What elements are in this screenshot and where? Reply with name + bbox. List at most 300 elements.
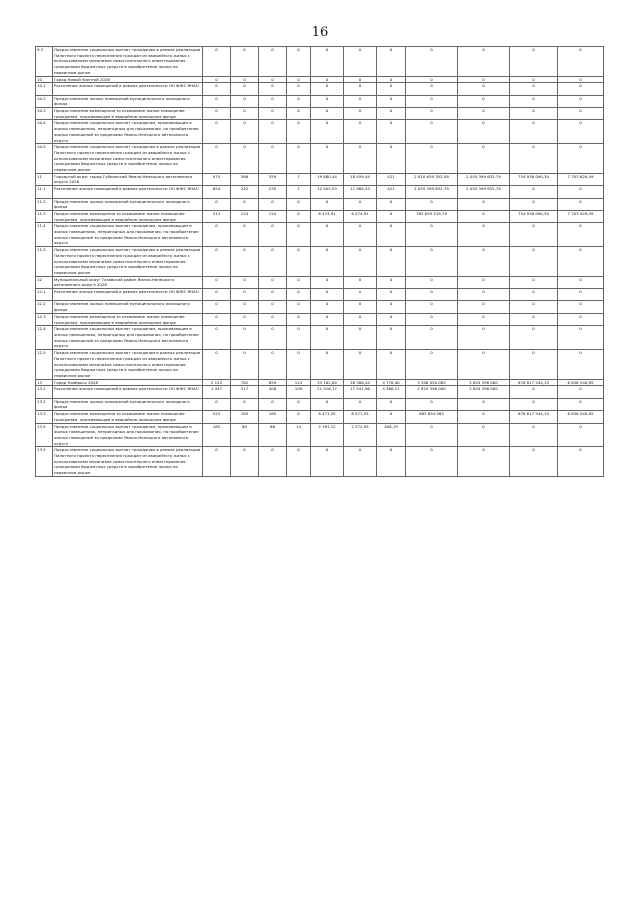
row-value: 0 [510, 386, 558, 398]
table-row [36, 223, 604, 247]
row-value: 975 [203, 173, 231, 185]
row-value: 0 [287, 95, 311, 107]
row-value: 0 [344, 108, 377, 120]
row-value: 0 [510, 186, 558, 198]
table-row [36, 76, 604, 83]
row-value: 0 [458, 301, 510, 313]
row-value: 12 405,53 [311, 186, 344, 198]
row-value: 0 [287, 447, 311, 477]
row-value: 0 [406, 423, 458, 447]
table-row [36, 379, 604, 386]
row-value: 0 [558, 326, 604, 350]
row-name: Предоставление социальных выплат гражданам в рамках реализации Пилотного проекта переселения граждан из аварийного жилья с использованием механизма самостоятельного инвестирования гражданами бюджетных средств в приобретение жилья на первичном рынке [53, 350, 203, 380]
row-value: 124 [231, 210, 259, 222]
row-name: Предоставление жилых помещений муниципального жилищного фонда [53, 198, 203, 210]
row-number: 10.4 [36, 120, 53, 144]
row-value: 8 471,55 [311, 411, 344, 423]
row-name: Муниципальный округ Тазовский район Ямало-Ненецкого автономного округа 2028 [53, 276, 203, 288]
table-row [36, 386, 604, 398]
row-value: 0 [558, 276, 604, 288]
row-value: 0 [287, 223, 311, 247]
row-value: 0 [231, 76, 259, 83]
row-number: 11.5 [36, 247, 53, 277]
row-value: 0 [344, 83, 377, 95]
row-value: 0 [406, 95, 458, 107]
row-value: 123 [287, 379, 311, 386]
row-value: 0 [231, 301, 259, 313]
row-value: 0 [203, 76, 231, 83]
row-value: 2 055 399 632,79 [458, 186, 510, 198]
row-value: 0 [203, 198, 231, 210]
row-value: 676 817 544,15 [510, 379, 558, 386]
row-value: 0 [311, 76, 344, 83]
row-value: 0 [510, 447, 558, 477]
row-value: 0 [510, 108, 558, 120]
row-value: 0 [558, 120, 604, 144]
row-value: 0 [203, 83, 231, 95]
row-value: 4 368,21 [377, 386, 406, 398]
row-value: 0 [377, 144, 406, 174]
row-value: 0 [311, 326, 344, 350]
row-value: 0 [311, 301, 344, 313]
row-value: 0 [510, 83, 558, 95]
row-value: 0 [458, 223, 510, 247]
row-value: 2 055 399 632,79 [458, 173, 510, 185]
row-name: Расселение жилых помещений в рамках деятельности НО ФЖС ЯНАО [53, 83, 203, 95]
row-name: Предоставление социальных выплат гражданам в рамках реализации Пилотного проекта переселения граждан из аварийного жилья с использованием механизма самостоятельного инвестирования гражданами бюджетных средств в приобретение жилья на первичном рынке [53, 47, 203, 77]
row-value: 0 [203, 326, 231, 350]
row-value: 0 [311, 398, 344, 410]
row-name: Предоставление социальных выплат гражданам, проживающим в жилых помещениях, непригодных для проживания, на приобретение жилых помещений за пределами Ямало-Ненецкого автономного округа [53, 120, 203, 144]
row-value: 0 [311, 47, 344, 77]
table-row [36, 108, 604, 120]
row-value: 0 [458, 210, 510, 222]
row-value: 0 [231, 47, 259, 77]
row-value: 0 [406, 47, 458, 77]
row-value: 0 [458, 108, 510, 120]
row-value: 0 [510, 301, 558, 313]
row-value: 109 [287, 386, 311, 398]
row-value: 0 [231, 247, 259, 277]
row-value: 0 [287, 301, 311, 313]
row-number: 10 [36, 76, 53, 83]
row-name: Предоставление социальных выплат гражданам в рамках реализации Пилотного проекта переселения граждан из аварийного жилья с использованием механизма самостоятельного инвестирования гражданами бюджетных средств в приобретение жилья на первичном рынке [53, 247, 203, 277]
row-value: 0 [231, 223, 259, 247]
row-value: 0 [231, 144, 259, 174]
row-value: 0 [344, 350, 377, 380]
row-number: 10.3 [36, 108, 53, 120]
row-value: 0 [311, 223, 344, 247]
row-value: 0 [406, 398, 458, 410]
row-name: Расселение жилых помещений в рамках деятельности НО ФЖС ЯНАО [53, 186, 203, 198]
table-row [36, 95, 604, 107]
row-value: 0 [259, 95, 287, 107]
row-value: 0 [287, 313, 311, 325]
row-value: 0 [344, 301, 377, 313]
row-value: 0 [311, 95, 344, 107]
row-value: 0 [231, 313, 259, 325]
table-row [36, 411, 604, 423]
row-value: 0 [287, 247, 311, 277]
row-value: 0 [311, 120, 344, 144]
row-value: 235 [259, 186, 287, 198]
row-value: 0 [406, 276, 458, 288]
row-value: 0 [344, 95, 377, 107]
row-value: 0 [311, 247, 344, 277]
row-name: Предоставление жилых помещений муниципального жилищного фонда [53, 95, 203, 107]
row-value: 6 474,91 [344, 210, 377, 222]
row-value: 0 [558, 447, 604, 477]
row-value: 0 [203, 289, 231, 301]
row-number: 9.5 [36, 47, 53, 77]
row-value: 0 [203, 350, 231, 380]
row-value: 0 [344, 198, 377, 210]
row-name: Предоставление социальных выплат гражданам в рамках реализации Пилотного проекта переселения граждан из аварийного жилья с использованием механизма самостоятельного инвестирования гражданами бюджетных средств в приобретение жилья на первичном рынке [53, 447, 203, 477]
row-value: 0 [344, 120, 377, 144]
row-value: 0 [458, 423, 510, 447]
table-row [36, 173, 604, 185]
row-value: 0 [510, 198, 558, 210]
row-value: 8 471,55 [344, 411, 377, 423]
row-value: 0 [558, 350, 604, 380]
row-value: 4 776,40 [377, 379, 406, 386]
row-value: 0 [231, 198, 259, 210]
row-number: 10.2 [36, 95, 53, 107]
row-value: 359 [259, 173, 287, 185]
row-value: 0 [231, 398, 259, 410]
row-value: 0 [510, 95, 558, 107]
row-value: 0 [259, 198, 287, 210]
row-value: 0 [458, 276, 510, 288]
row-value: 21 916,17 [311, 386, 344, 398]
row-value: 517 [231, 386, 259, 398]
row-value: 0 [203, 120, 231, 144]
row-value: 0 [311, 447, 344, 477]
row-number: 11.3 [36, 210, 53, 222]
row-value: 0 [377, 95, 406, 107]
row-value: 0 [558, 398, 604, 410]
row-value: 1 447 [203, 386, 231, 398]
row-value: 0 [344, 223, 377, 247]
row-value: 2 152 [203, 379, 231, 386]
row-value: 0 [458, 326, 510, 350]
row-name: Город Ноябрьск 2028 [53, 379, 203, 386]
row-value: 0 [231, 95, 259, 107]
row-name: Предоставление возмещения за изымаемое жилое помещение гражданам, проживающим в аварийном жилищном фонде [53, 313, 203, 325]
table-row [36, 313, 604, 325]
row-value: 0 [558, 108, 604, 120]
row-value: 28 386,44 [344, 379, 377, 386]
table-row [36, 120, 604, 144]
row-value: 0 [311, 350, 344, 380]
row-value: 0 [259, 120, 287, 144]
row-value: 0 [311, 313, 344, 325]
page-number: 16 [311, 25, 329, 40]
row-value: 33 162,84 [311, 379, 344, 386]
row-value: 0 [377, 76, 406, 83]
row-number: 13.1 [36, 386, 53, 398]
row-value: 0 [377, 47, 406, 77]
row-value: 0 [406, 76, 458, 83]
row-value: 0 [344, 76, 377, 83]
row-value: 0 [344, 47, 377, 77]
row-value: 6 474,91 [311, 210, 344, 222]
row-value: 0 [406, 144, 458, 174]
row-value: 7 703 629,49 [558, 173, 604, 185]
row-value: 0 [287, 350, 311, 380]
row-value: 676 817 544,15 [510, 411, 558, 423]
table-row [36, 83, 604, 95]
row-number: 13.3 [36, 411, 53, 423]
row-value: 11 984,53 [344, 186, 377, 198]
row-value: 0 [203, 144, 231, 174]
row-value: 0 [458, 411, 510, 423]
row-value: 0 [259, 289, 287, 301]
row-value: 0 [344, 289, 377, 301]
row-value: 0 [458, 350, 510, 380]
row-value: 0 [377, 83, 406, 95]
row-value: 0 [458, 289, 510, 301]
row-value: 0 [558, 313, 604, 325]
row-value: 2 810 639 352,58 [406, 173, 458, 185]
row-value: 0 [259, 326, 287, 350]
row-name: Предоставление социальных выплат гражданам в рамках реализации Пилотного проекта переселения граждан из аварийного жилья с использованием механизма самостоятельного инвестирования гражданами бюджетных средств в приобретение жилья на первичном рынке [53, 144, 203, 174]
table-body [36, 47, 604, 477]
row-value: 0 [406, 350, 458, 380]
row-value: 0 [287, 83, 311, 95]
row-value: 0 [259, 108, 287, 120]
row-value: 0 [259, 47, 287, 77]
resettlement-table [35, 46, 604, 477]
row-value: 0 [406, 108, 458, 120]
row-value: 0 [510, 326, 558, 350]
row-value: 0 [311, 83, 344, 95]
row-value: 0 [406, 223, 458, 247]
row-value: 0 [231, 276, 259, 288]
row-value: 0 [458, 247, 510, 277]
row-number: 10.1 [36, 83, 53, 95]
row-value: 0 [311, 198, 344, 210]
row-value: 2 824 396 000 [458, 386, 510, 398]
row-value: 408,19 [377, 423, 406, 447]
row-value: 0 [510, 247, 558, 277]
table-row [36, 447, 604, 477]
row-value: 0 [231, 350, 259, 380]
row-number: 13.5 [36, 447, 53, 477]
row-name: Предоставление социальных выплат гражданам, проживающим в жилых помещениях, непригодных для проживания, на приобретение жилых помещений за пределами Ямало-Ненецкого автономного округа [53, 223, 203, 247]
row-value: 0 [406, 313, 458, 325]
row-value: 0 [458, 313, 510, 325]
row-value: 0 [203, 313, 231, 325]
row-value: 0 [558, 95, 604, 107]
row-value: 0 [287, 398, 311, 410]
row-value: 0 [203, 47, 231, 77]
row-value: 0 [377, 447, 406, 477]
row-value: 0 [287, 289, 311, 301]
row-value: 2 824 396 000 [458, 379, 510, 386]
row-value: 0 [377, 350, 406, 380]
row-value: 0 [377, 313, 406, 325]
table-row [36, 198, 604, 210]
row-value: 0 [231, 83, 259, 95]
row-value: 0 [344, 276, 377, 288]
row-value: 0 [458, 447, 510, 477]
row-name: Город Новый Уренгой 2028 [53, 76, 203, 83]
row-value: 2 055 399 632,79 [406, 186, 458, 198]
row-value: 0 [203, 95, 231, 107]
row-value: 3 508 050 085 [406, 379, 458, 386]
row-value: 185 [259, 411, 287, 423]
row-value: 14 [287, 423, 311, 447]
row-value: 2 781,12 [311, 423, 344, 447]
row-value: 0 [287, 411, 311, 423]
row-value: 0 [458, 83, 510, 95]
row-value: 0 [203, 447, 231, 477]
row-value: 0 [311, 144, 344, 174]
row-value: 0 [458, 398, 510, 410]
table-row [36, 423, 604, 447]
row-value: 0 [458, 95, 510, 107]
row-value: 0 [287, 76, 311, 83]
row-number: 10.5 [36, 144, 53, 174]
row-value: 0 [287, 210, 311, 222]
row-value: 0 [377, 301, 406, 313]
row-name: Расселение жилых помещений в рамках деятельности НО ФЖС ЯНАО [53, 289, 203, 301]
row-value: 0 [203, 398, 231, 410]
row-value: 421 [377, 173, 406, 185]
row-value: 754 936 090,30 [510, 173, 558, 185]
table-row [36, 144, 604, 174]
row-value: 0 [287, 326, 311, 350]
row-value: 0 [458, 47, 510, 77]
row-value: 421 [377, 186, 406, 198]
row-value: 0 [259, 223, 287, 247]
row-value: 124 [259, 210, 287, 222]
row-value: 0 [510, 276, 558, 288]
row-value: 0 [558, 289, 604, 301]
row-value: 0 [203, 301, 231, 313]
row-value: 0 [510, 313, 558, 325]
row-value: 0 [231, 289, 259, 301]
row-value: 0 [510, 144, 558, 174]
row-value: 0 [203, 247, 231, 277]
row-value: 0 [558, 144, 604, 174]
row-value: 0 [406, 326, 458, 350]
row-value: 0 [231, 326, 259, 350]
row-name: Расселение жилых помещений в рамках деятельности НО ФЖС ЯНАО [53, 386, 203, 398]
row-name: Предоставление жилых помещений муниципального жилищного фонда [53, 301, 203, 313]
row-value: 754 936 090,30 [510, 210, 558, 222]
row-value: 0 [377, 120, 406, 144]
row-value: 762 639 519,79 [406, 210, 458, 222]
row-value: 0 [203, 108, 231, 120]
row-value: 7 [287, 173, 311, 185]
row-value: 0 [458, 198, 510, 210]
row-value: 0 [344, 398, 377, 410]
row-number: 11 [36, 173, 53, 185]
row-value: 80 [231, 423, 259, 447]
row-value: 0 [377, 198, 406, 210]
row-value: 0 [259, 350, 287, 380]
row-value: 0 [510, 289, 558, 301]
row-value: 242 [231, 186, 259, 198]
row-value: 0 [377, 247, 406, 277]
row-number: 12.2 [36, 301, 53, 313]
row-value: 0 [406, 289, 458, 301]
row-value: 7 [287, 186, 311, 198]
row-value: 0 [377, 210, 406, 222]
row-value: 0 [510, 423, 558, 447]
row-number: 11.2 [36, 198, 53, 210]
row-value: 0 [344, 247, 377, 277]
row-value: 6 836 540,85 [558, 379, 604, 386]
row-number: 12 [36, 276, 53, 288]
table-row [36, 301, 604, 313]
row-value: 313 [203, 210, 231, 222]
table-row [36, 186, 604, 198]
row-value: 0 [558, 198, 604, 210]
row-number: 13.2 [36, 398, 53, 410]
row-value: 0 [406, 120, 458, 144]
row-value: 0 [458, 144, 510, 174]
row-value: 0 [558, 301, 604, 313]
row-number: 12.3 [36, 313, 53, 325]
row-value: 0 [231, 108, 259, 120]
row-value: 0 [311, 276, 344, 288]
row-value: 0 [259, 447, 287, 477]
row-value: 185 [231, 411, 259, 423]
row-number: 13.4 [36, 423, 53, 447]
row-value: 0 [344, 144, 377, 174]
table-row [36, 47, 604, 77]
table-row [36, 276, 604, 288]
row-number: 13 [36, 379, 53, 386]
row-value: 0 [287, 144, 311, 174]
row-value: 0 [287, 108, 311, 120]
row-value: 0 [259, 398, 287, 410]
row-value: 0 [458, 120, 510, 144]
row-value: 782 [231, 379, 259, 386]
row-value: 0 [406, 247, 458, 277]
row-value: 0 [558, 83, 604, 95]
row-number: 11.4 [36, 223, 53, 247]
row-value: 0 [377, 289, 406, 301]
table-row [36, 326, 604, 350]
row-value: 408 [259, 386, 287, 398]
row-value: 0 [287, 276, 311, 288]
row-value: 0 [287, 120, 311, 144]
row-value: 19 880,44 [311, 173, 344, 185]
row-name: Предоставление возмещения за изымаемое жилое помещение гражданам, проживающим в аварийном жилищном фонде [53, 108, 203, 120]
row-value: 0 [377, 223, 406, 247]
row-value: 0 [558, 76, 604, 83]
row-value: 66 [259, 423, 287, 447]
row-value: 0 [259, 276, 287, 288]
row-value: 0 [558, 223, 604, 247]
row-name: Предоставление социальных выплат гражданам, проживающим в жилых помещениях, непригодных для проживания, на приобретение жилых помещений за пределами Ямало-Ненецкого автономного округа [53, 423, 203, 447]
row-value: 0 [558, 386, 604, 398]
row-value: 18 459,44 [344, 173, 377, 185]
row-value: 0 [231, 120, 259, 144]
row-value: 0 [558, 47, 604, 77]
row-value: 0 [259, 313, 287, 325]
row-value: 0 [311, 108, 344, 120]
row-value: 0 [344, 447, 377, 477]
row-value: 0 [510, 47, 558, 77]
row-name: Предоставление возмещения за изымаемое жилое помещение гражданам, проживающим в аварийном жилищном фонде [53, 411, 203, 423]
row-name: Предоставление социальных выплат гражданам, проживающим в жилых помещениях, непригодных для проживания, на приобретение жилых помещений за пределами Ямало-Ненецкого автономного округа [53, 326, 203, 350]
row-value: 0 [377, 398, 406, 410]
